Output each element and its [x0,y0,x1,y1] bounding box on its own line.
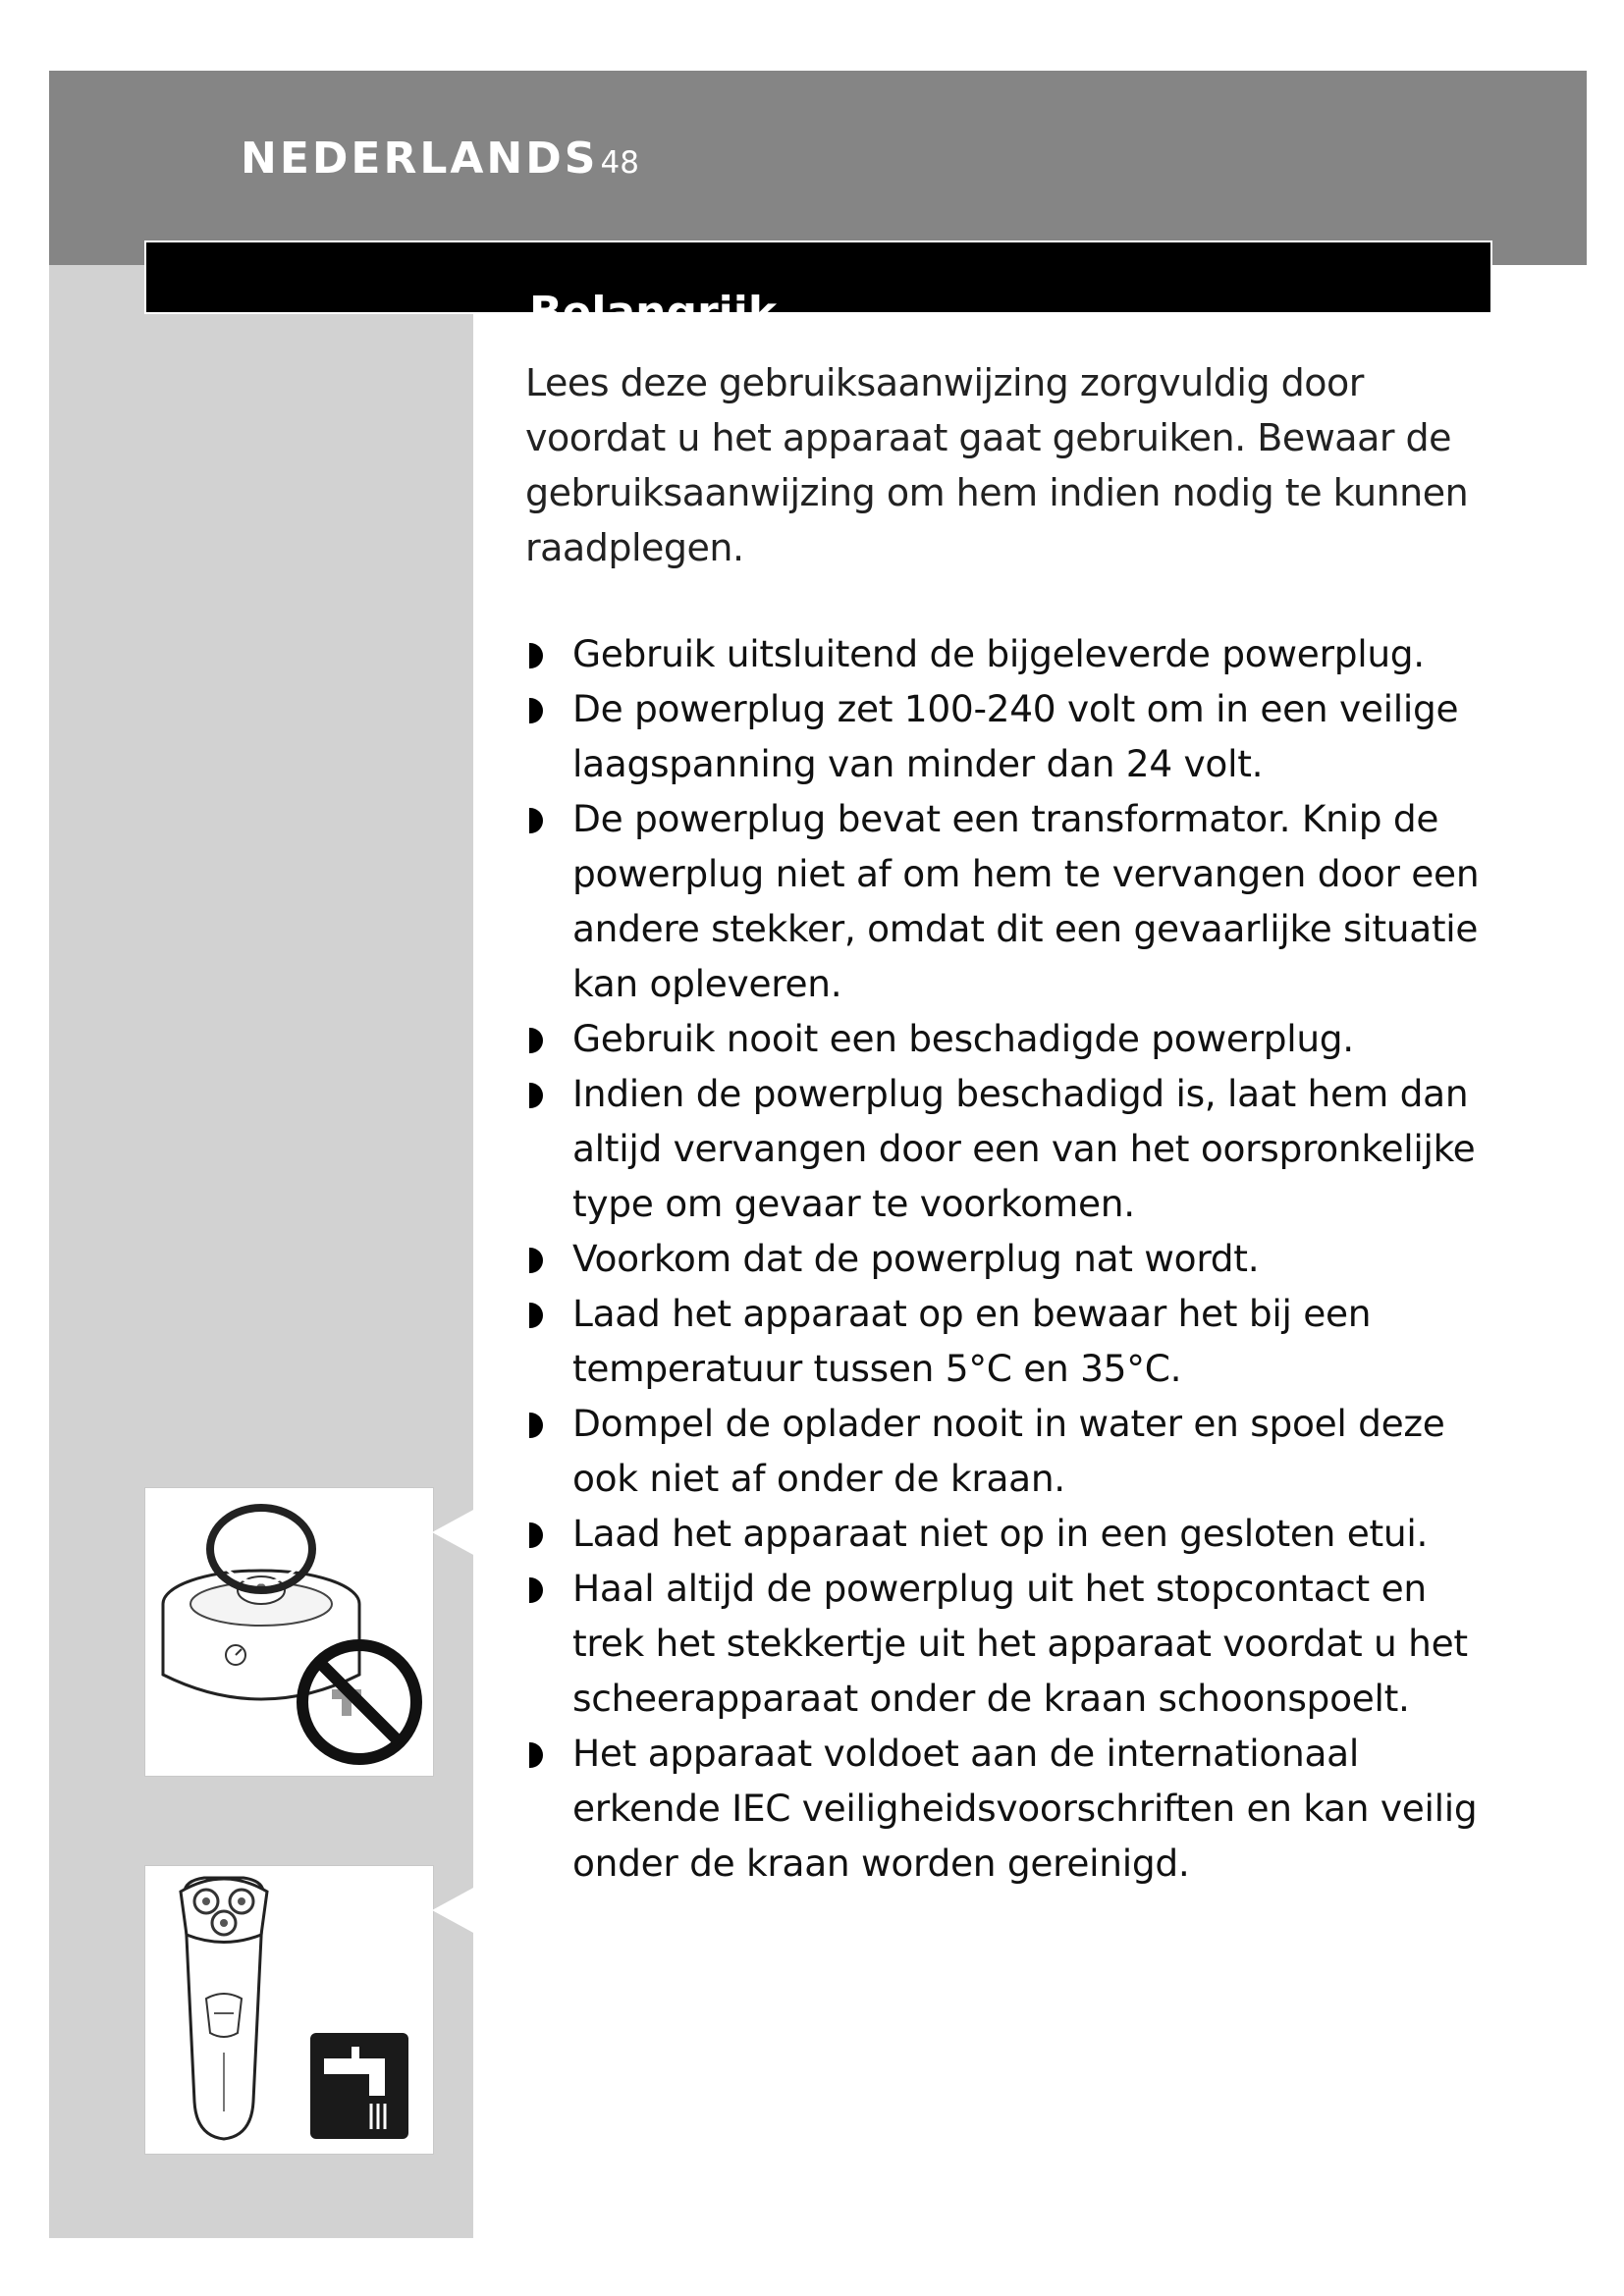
warning-text: Voorkom dat de powerplug nat wordt. [572,1237,1260,1280]
page-number: 48 [600,145,639,181]
intro-paragraph: Lees deze gebruiksaanwijzing zorgvuldig door voordat u het apparaat gaat gebruiken. Bewaar de gebruiksaanwijzing om hem indien nodig te kunnen raadplegen. [525,361,1469,569]
bullet-icon [529,1248,543,1273]
warning-item [525,1726,1507,1891]
bullet-icon [529,1303,543,1328]
warning-text: De powerplug bevat een transformator. Knip de powerplug niet af om hem te vervangen door een andere stekker, omdat dit een gevaarlijke situatie kan opleveren. [572,797,1480,1005]
warning-text: Laad het apparaat niet op in een gesloten etui. [572,1512,1429,1555]
bullet-icon [529,1577,543,1603]
warning-item [525,1561,1507,1726]
language-label: NEDERLANDS [241,133,599,184]
bullet-icon [529,698,543,723]
bullet-icon [529,1028,543,1053]
warning-text: Het apparaat voldoet aan de internationaal erkende IEC veiligheidsvoorschriften en kan veilig onder de kraan worden gereinigd. [572,1732,1478,1885]
warning-list [525,626,1507,1891]
bullet-icon [529,1413,543,1438]
page-header [241,133,639,184]
warning-item [525,1011,1507,1066]
bullet-icon [529,643,543,668]
figure-pointer [432,1887,475,1934]
warning-item [525,681,1507,791]
warning-item [525,626,1507,681]
bullet-icon [529,808,543,833]
charger-no-water-icon [145,1488,433,1776]
warning-text: Laad het apparaat op en bewaar het bij een temperatuur tussen 5°C en 35°C. [572,1292,1372,1390]
warning-item [525,1066,1507,1231]
warning-text: Dompel de oplader nooit in water en spoel deze ook niet af onder de kraan. [572,1402,1445,1500]
shaver-rinse-icon [145,1866,433,2154]
warning-text: Indien de powerplug beschadigd is, laat hem dan altijd vervangen door een van het oorspronkelijke type om gevaar te voorkomen. [572,1072,1476,1225]
bullet-icon [529,1083,543,1108]
warning-item [525,1286,1507,1396]
warning-item [525,791,1507,1011]
main-content [525,355,1507,1891]
warning-text: Haal altijd de powerplug uit het stopcontact en trek het stekkertje uit het apparaat voordat u het scheerapparaat onder de kraan schoonspoelt. [572,1567,1468,1720]
figure-pointer [432,1509,475,1556]
bullet-icon [529,1522,543,1548]
warning-text: Gebruik nooit een beschadigde powerplug. [572,1017,1354,1060]
warning-text: De powerplug zet 100-240 volt om in een veilige laagspanning van minder dan 24 volt. [572,687,1459,785]
warning-item [525,1506,1507,1561]
bullet-icon [529,1742,543,1768]
shaver-rinse-figure [144,1865,434,2155]
charger-no-water-figure [144,1487,434,1777]
warning-item [525,1396,1507,1506]
section-title-bar [144,240,1492,338]
warning-text: Gebruik uitsluitend de bijgeleverde powerplug. [572,632,1425,675]
section-title: Belangrijk [529,287,778,338]
warning-item [525,1231,1507,1286]
